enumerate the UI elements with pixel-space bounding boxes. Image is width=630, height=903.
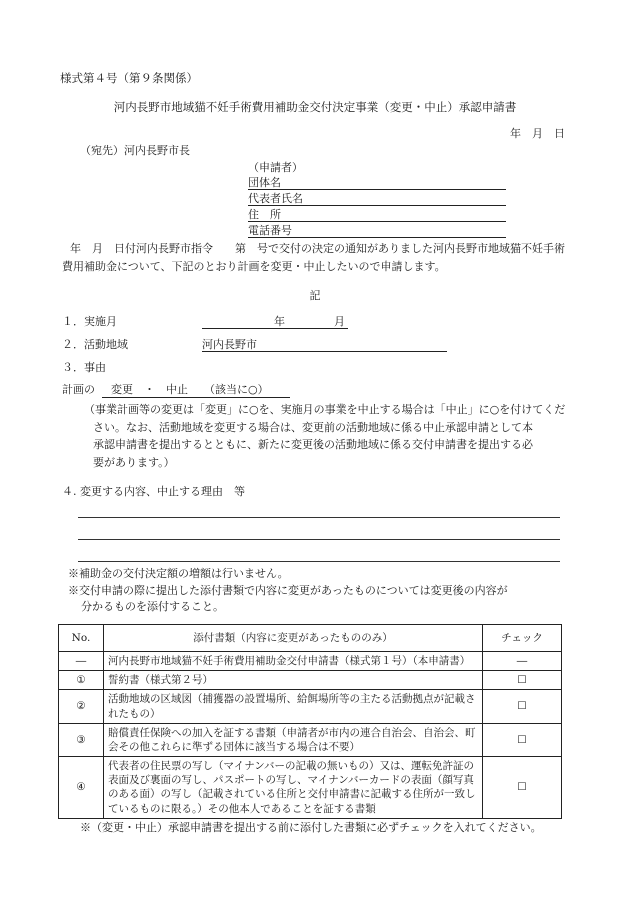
table-row (59, 723, 562, 756)
applicant-block (248, 160, 506, 239)
attachment-note-line: 分かるものを添付すること。 (81, 599, 224, 613)
group-name-field[interactable]: 団体名 (248, 175, 506, 190)
table-row (59, 652, 562, 671)
attachment-note (68, 583, 568, 615)
table-row (59, 690, 562, 723)
ki-heading: 記 (309, 289, 321, 302)
intro-paragraph: 年 月 日付河内長野市指令 第 号で交付の決定の通知がありました河内長野市地域猫不妊手術費用補助金について、下記のとおり計画を変更・中止したいので申請します。 (62, 242, 565, 273)
header-check: チェック (483, 625, 562, 652)
content-writing-line[interactable] (78, 539, 560, 540)
application-date: 年 月 日 (510, 127, 565, 140)
table-row (59, 671, 562, 690)
row-no: ③ (59, 723, 104, 756)
document-title: 河内長野市地域猫不妊手術費用補助金交付決定事業（変更・中止）承認申請書 (113, 100, 517, 114)
plan-note (84, 401, 566, 471)
table-header-row (59, 625, 562, 652)
form-number: 様式第４号（第９条関係） (60, 71, 198, 85)
plan-note-line: 要があります。） (93, 455, 175, 469)
content-writing-line[interactable] (78, 517, 560, 518)
implementation-month-field[interactable] (202, 314, 348, 329)
plan-note-line: さい。なお、活動地域を変更する場合は、変更前の活動地域に係る中止承認申請として本 (93, 420, 533, 434)
header-no: No. (59, 625, 104, 652)
attachment-table (58, 624, 562, 819)
address-field[interactable]: 住 所 (248, 207, 506, 222)
activity-area-field[interactable]: 河内長野市 (202, 337, 447, 352)
row-checkbox[interactable]: ☐ (483, 671, 562, 690)
row-no: ① (59, 671, 104, 690)
attachment-note-line: ※交付申請の際に提出した添付書類で内容に変更があったものについては変更後の内容が (68, 584, 508, 597)
representative-name-field[interactable]: 代表者氏名 (248, 191, 506, 206)
month-year-label: 年 (274, 315, 285, 328)
content-writing-line[interactable] (78, 561, 560, 562)
row-document: 河内長野市地域猫不妊手術費用補助金交付申請書（様式第１号）（本申請書） (104, 652, 483, 671)
check-footnote: ※（変更・中止）承認申請書を提出する前に添付した書類に必ずチェックを入れてください。 (80, 821, 542, 834)
header-document: 添付書類（内容に変更があったもののみ） (104, 625, 483, 652)
increase-note: ※補助金の交付決定額の増額は行いません。 (68, 567, 289, 580)
plan-options[interactable]: 変更 ・ 中止 (111, 383, 188, 396)
row-checkbox[interactable]: ☐ (483, 723, 562, 756)
change-content-label: ４. 変更する内容、中止する理由 等 (62, 485, 245, 498)
row-checkbox[interactable]: ☐ (483, 690, 562, 723)
row-document: 活動地域の区域図（捕獲器の設置場所、給餌場所等の主たる活動拠点が記載されたもの） (104, 690, 483, 723)
row-no: ② (59, 690, 104, 723)
plan-underline (102, 383, 290, 398)
row-document: 賠償責任保険への加入を証する書類（申請者が市内の連合自治会、自治会、町会その他これらに準ずる団体に該当する場合は不要） (104, 723, 483, 756)
row-no: ― (59, 652, 104, 671)
applicant-header: （申請者） (248, 161, 303, 174)
activity-area-label: ２．活動地域 (62, 338, 128, 351)
row-document: 代表者の住民票の写し（マイナンバーの記載の無いもの）又は、運転免許証の表面及び裏面の写し、パスポートの写し、マイナンバーカードの表面（顔写真のある面）の写し（記載されている住所と交付申請書に記載する住所が一致しているものに限る。）その他本人であることを証する書類 (104, 757, 483, 819)
plan-note-line: 承認申請書を提出するとともに、新たに変更後の活動地域に係る交付申請書を提出する必 (93, 438, 533, 452)
row-checkbox[interactable]: ☐ (483, 757, 562, 819)
row-no: ④ (59, 757, 104, 819)
plan-note-line: （事業計画等の変更は「変更」に○を、実施月の事業を中止する場合は「中止」に○を付けてくだ (84, 403, 566, 416)
row-document: 誓約書（様式第２号） (104, 671, 483, 690)
implementation-month-label: １．実施月 (62, 315, 117, 328)
phone-field[interactable]: 電話番号 (248, 223, 506, 238)
plan-prefix: 計画の (62, 383, 95, 396)
row-check-mark: ― (483, 652, 562, 671)
table-row (59, 757, 562, 819)
addressee: （宛先）河内長野市長 (80, 144, 190, 157)
month-month-label: 月 (334, 315, 345, 328)
reason-label: ３．事由 (62, 361, 106, 374)
plan-hint: （該当に○） (204, 383, 269, 396)
